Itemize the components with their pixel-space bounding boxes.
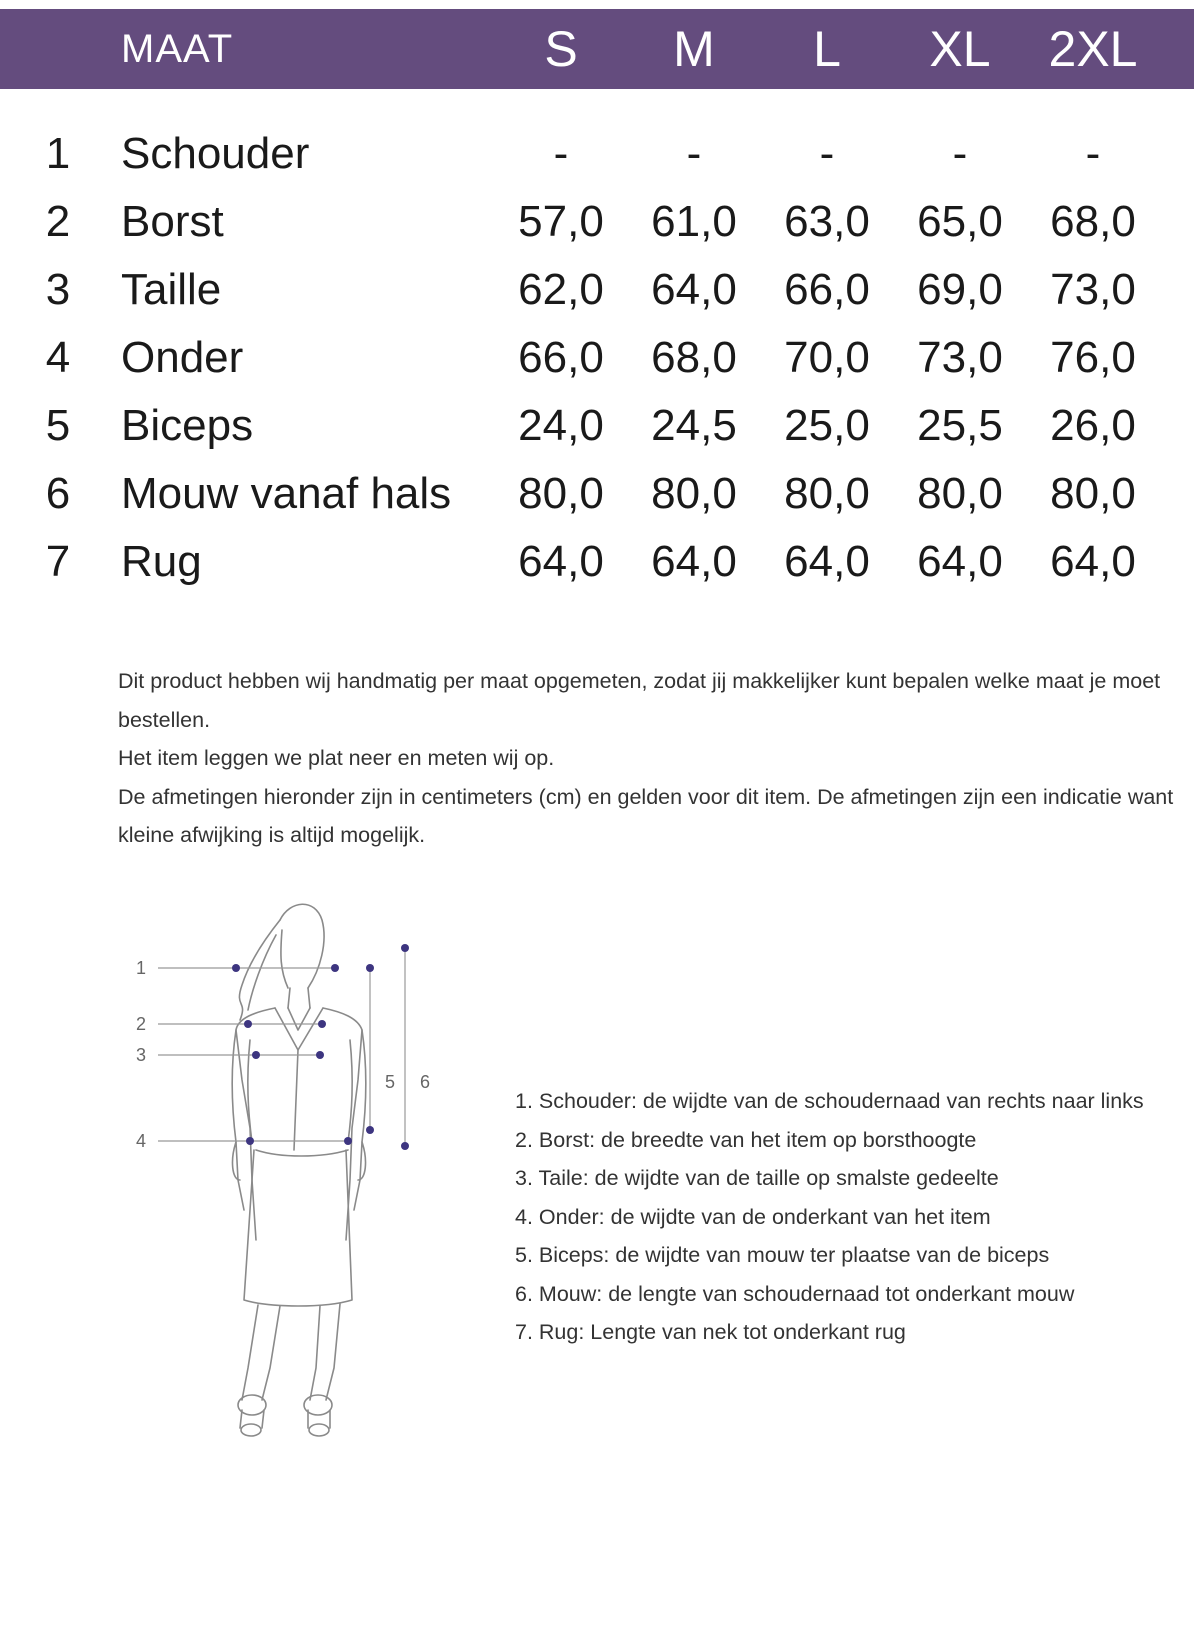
cell-value: 64,0: [518, 537, 604, 586]
legend-item: 7. Rug: Lengte van nek tot onderkant rug: [515, 1320, 906, 1344]
table-row: [0, 324, 1200, 392]
cell-value: -: [686, 129, 702, 178]
row-number: 5: [45, 401, 71, 450]
row-label: Biceps: [121, 401, 254, 450]
table-row: [0, 460, 1200, 528]
cell-value: 25,0: [784, 401, 870, 450]
row-label: Onder: [121, 333, 244, 382]
description-paragraph: Dit product hebben wij handmatig per maat opgemeten, zodat jij makkelijker kunt bepalen welke maat je moet bestellen.: [118, 669, 1161, 732]
cell-value: 24,5: [651, 401, 737, 450]
cell-value: 63,0: [784, 197, 870, 246]
legend-item: 4. Onder: de wijdte van de onderkant van het item: [515, 1204, 991, 1229]
cell-value: 66,0: [518, 333, 604, 382]
cell-value: 80,0: [1050, 469, 1136, 518]
cell-value: 80,0: [784, 469, 870, 518]
legend-item: 1. Schouder: de wijdte van de schoudernaad van rechts naar links: [515, 1089, 1144, 1113]
row-number: 4: [45, 333, 71, 382]
cell-value: 66,0: [784, 265, 870, 314]
row-number: 6: [45, 469, 71, 518]
cell-value: 57,0: [518, 197, 604, 246]
row-number: 3: [45, 265, 71, 314]
cell-value: 68,0: [1050, 197, 1136, 246]
row-number: 7: [45, 537, 71, 586]
table-row: [0, 120, 1200, 188]
description-paragraph: Het item leggen we plat neer en meten wij op.: [118, 746, 555, 770]
size-header-m: M: [673, 21, 715, 77]
cell-value: 80,0: [917, 469, 1003, 518]
cell-value: 64,0: [784, 537, 870, 586]
cell-value: -: [952, 129, 968, 178]
measurement-legend: [515, 1082, 1195, 1352]
row-label: Taille: [121, 265, 222, 314]
woman-figure-illustration: [130, 880, 460, 1460]
cell-value: 70,0: [784, 333, 870, 382]
cell-value: 64,0: [1050, 537, 1136, 586]
cell-value: 76,0: [1050, 333, 1136, 382]
table-row: [0, 188, 1200, 256]
cell-value: 80,0: [518, 469, 604, 518]
cell-value: 62,0: [518, 265, 604, 314]
row-label: Mouw vanaf hals: [121, 469, 452, 518]
size-header-l: L: [813, 21, 841, 77]
table-row: [0, 256, 1200, 324]
cell-value: -: [819, 129, 835, 178]
row-label: Schouder: [121, 129, 310, 178]
size-header-2xl: 2XL: [1048, 21, 1138, 77]
cell-value: 61,0: [651, 197, 737, 246]
legend-item: 5. Biceps: de wijdte van mouw ter plaatse van de biceps: [515, 1243, 1050, 1267]
cell-value: 24,0: [518, 401, 604, 450]
marker-label-5: 5: [385, 1072, 396, 1092]
marker-label-2: 2: [136, 1014, 147, 1034]
cell-value: 64,0: [651, 537, 737, 586]
marker-label-4: 4: [136, 1131, 147, 1151]
cell-value: 26,0: [1050, 401, 1136, 450]
marker-label-6: 6: [420, 1072, 431, 1092]
row-number: 1: [45, 129, 71, 178]
cell-value: 68,0: [651, 333, 737, 382]
row-label: Rug: [121, 537, 202, 586]
cell-value: 73,0: [917, 333, 1003, 382]
table-row: [0, 392, 1200, 460]
cell-value: 64,0: [917, 537, 1003, 586]
marker-label-3: 3: [136, 1045, 147, 1065]
cell-value: 69,0: [917, 265, 1003, 314]
size-header-s: S: [544, 21, 578, 77]
description-paragraph: De afmetingen hieronder zijn in centimeters (cm) en gelden voor dit item. De afmetingen zijn een indicatie want kleine afwijking is altijd mogelijk.: [118, 784, 1174, 847]
legend-item: 2. Borst: de breedte van het item op borsthoogte: [515, 1127, 977, 1152]
marker-label-1: 1: [136, 958, 147, 978]
measurement-figure: [130, 880, 460, 1460]
legend-item: 3. Taile: de wijdte van de taille op smalste gedeelte: [515, 1166, 999, 1190]
measurement-description: [118, 662, 1198, 855]
cell-value: -: [1085, 129, 1101, 178]
table-row: [0, 528, 1200, 596]
size-header-bar: [0, 9, 1194, 89]
cell-value: 65,0: [917, 197, 1003, 246]
cell-value: 25,5: [917, 401, 1003, 450]
cell-value: -: [553, 129, 569, 178]
row-number: 2: [45, 197, 71, 246]
size-header-xl: XL: [929, 21, 991, 77]
cell-value: 64,0: [651, 265, 737, 314]
maat-header-label: MAAT: [121, 27, 234, 71]
cell-value: 80,0: [651, 469, 737, 518]
cell-value: 73,0: [1050, 265, 1136, 314]
legend-item: 6. Mouw: de lengte van schoudernaad tot onderkant mouw: [515, 1281, 1075, 1306]
row-label: Borst: [121, 197, 224, 246]
